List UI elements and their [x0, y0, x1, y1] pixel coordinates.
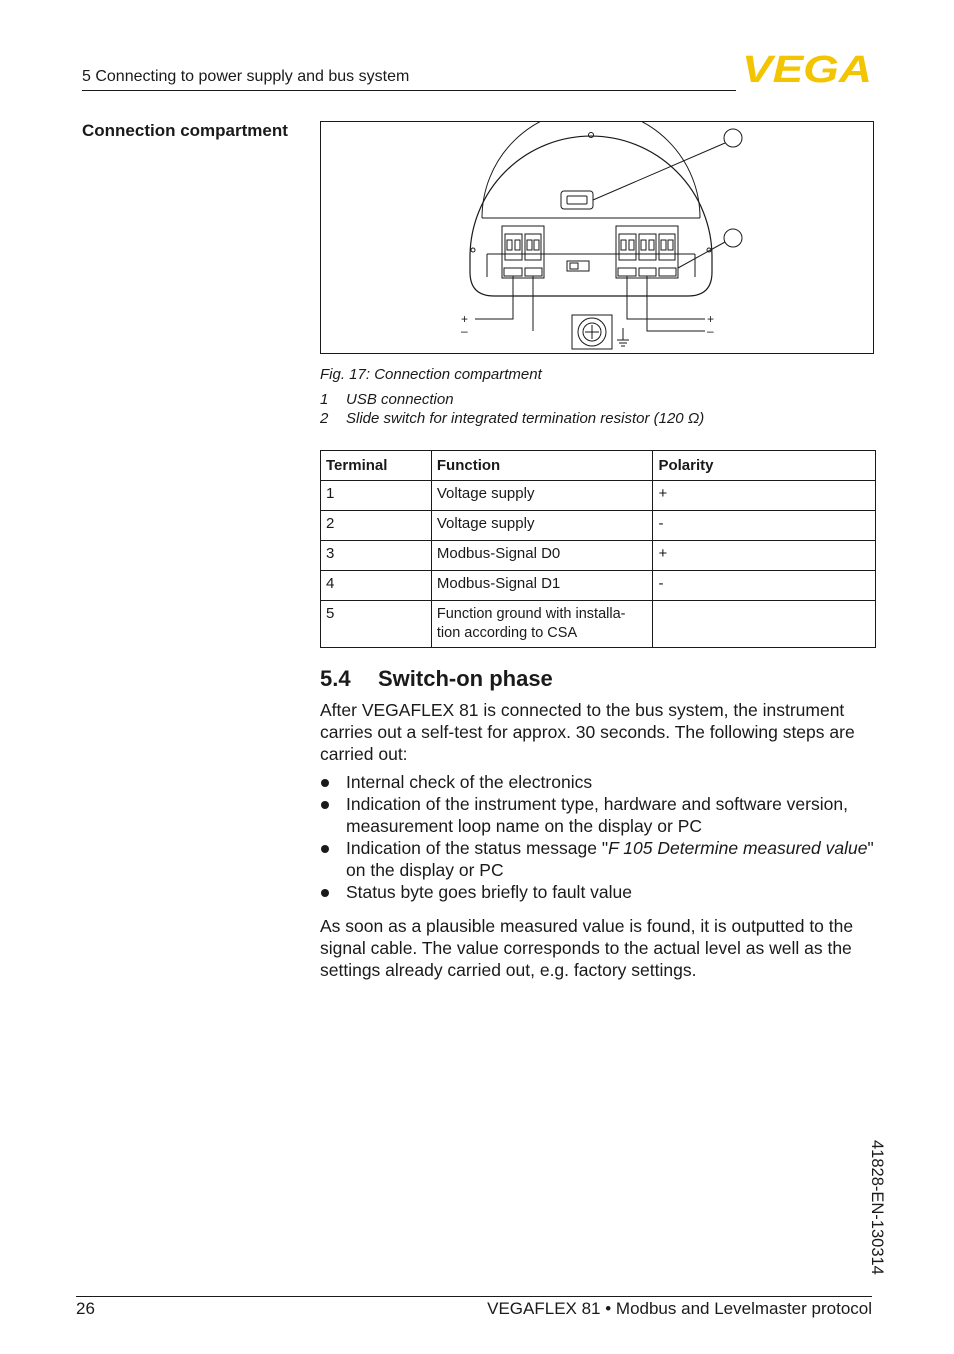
- terminal-cell: 3: [321, 541, 432, 571]
- vega-logo: [740, 52, 874, 86]
- table-row: [321, 481, 876, 511]
- terminal-cell: 4: [321, 571, 432, 601]
- column-header: Terminal: [321, 451, 432, 481]
- function-cell: Function ground with installa- tion according to CSA: [431, 601, 653, 648]
- margin-heading: Connection compartment: [82, 121, 288, 140]
- section-number: 5.4: [320, 666, 351, 691]
- section-title: Switch-on phase: [378, 666, 553, 691]
- footer-divider: [76, 1296, 872, 1297]
- table-row: [321, 541, 876, 571]
- steps-list: [320, 771, 880, 903]
- function-cell: Modbus-Signal D1: [431, 571, 653, 601]
- bullet-icon: [321, 779, 329, 787]
- figure-caption: Fig. 17: Connection compartment: [320, 366, 542, 383]
- intro-paragraph: After VEGAFLEX 81 is connected to the bus system, the instrument carries out a self-test for approx. 30 seconds. The following steps are carried out:: [320, 700, 855, 764]
- header-divider: [82, 90, 736, 91]
- function-cell: Modbus-Signal D0: [431, 541, 653, 571]
- bullet-icon: [321, 889, 329, 897]
- legend-number: 1: [320, 391, 329, 408]
- polarity-cell: [653, 601, 876, 648]
- connection-compartment-figure: [320, 121, 874, 354]
- terminal-cell: 2: [321, 511, 432, 541]
- document-id: [860, 1140, 900, 1300]
- polarity-cell: -: [653, 511, 876, 541]
- list-item-text-start: Indication of the status message ": [346, 838, 609, 858]
- table-row: [321, 601, 876, 648]
- terminal-table: [320, 450, 876, 648]
- status-message-text: F 105 Determine measured value: [608, 838, 868, 858]
- list-item: [320, 793, 880, 837]
- legend-text: USB connection: [346, 391, 454, 408]
- minus-mark-left: –: [461, 324, 468, 338]
- list-item-text: Internal check of the electronics: [346, 772, 593, 792]
- page-number: 26: [76, 1299, 95, 1318]
- legend-item: [320, 409, 704, 428]
- table-row: [321, 511, 876, 541]
- logo-wordmark: VEGA: [742, 52, 872, 86]
- polarity-cell: +: [653, 541, 876, 571]
- list-item-text: Status byte goes briefly to fault value: [346, 882, 632, 902]
- polarity-cell: -: [653, 571, 876, 601]
- bullet-icon: [321, 801, 329, 809]
- list-item: [320, 771, 880, 793]
- minus-mark-right: –: [707, 324, 714, 338]
- footer-title: VEGAFLEX 81 • Modbus and Levelmaster protocol: [487, 1299, 872, 1318]
- column-header: Polarity: [653, 451, 876, 481]
- terminal-cell: 1: [321, 481, 432, 511]
- function-cell: Voltage supply: [431, 511, 653, 541]
- running-header: 5 Connecting to power supply and bus system: [82, 68, 410, 85]
- column-header: Function: [431, 451, 653, 481]
- table-row: [321, 571, 876, 601]
- list-item: [320, 881, 880, 903]
- table-header-row: [321, 451, 876, 481]
- figure-legend: [320, 390, 704, 428]
- document-id-text: 41828-EN-130314: [868, 1140, 886, 1275]
- function-cell: Voltage supply: [431, 481, 653, 511]
- bullet-icon: [321, 845, 329, 853]
- list-item: [320, 837, 880, 881]
- terminal-cell: 5: [321, 601, 432, 648]
- section-heading: [320, 666, 553, 692]
- connection-compartment-drawing: [321, 122, 873, 353]
- list-item-text: Indication of the instrument type, hardware and software version, measurement loop name on the display or PC: [346, 794, 848, 836]
- legend-item: [320, 390, 704, 409]
- closing-paragraph: As soon as a plausible measured value is found, it is outputted to the signal cable. The value corresponds to the actual level as well as the settings already carried out, e.g. factory settings.: [320, 916, 854, 980]
- list-item-text-end: " on the display or PC: [346, 838, 874, 880]
- legend-text: Slide switch for integrated termination resistor (120 Ω): [346, 410, 705, 427]
- plus-mark-right: +: [707, 312, 715, 326]
- plus-mark-left: +: [461, 312, 469, 326]
- polarity-cell: +: [653, 481, 876, 511]
- legend-number: 2: [320, 410, 329, 427]
